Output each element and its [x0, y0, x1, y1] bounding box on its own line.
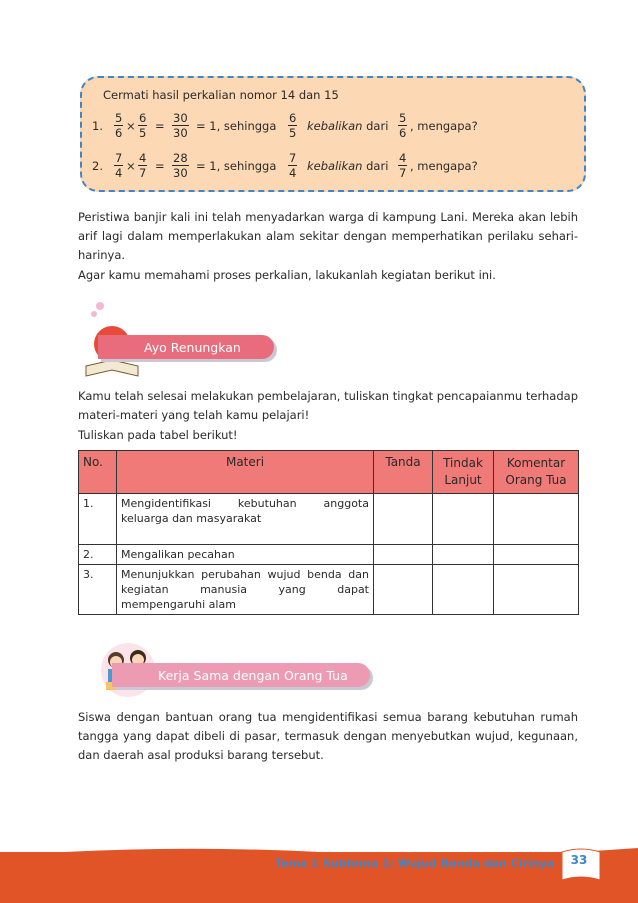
cell-tindak-lanjut[interactable] — [433, 565, 494, 615]
equation-text: , mengapa? — [410, 119, 478, 133]
cell-tindak-lanjut[interactable] — [433, 545, 494, 565]
fraction: 6 5 — [289, 111, 297, 140]
equation-text: = 1, sehingga — [196, 119, 277, 133]
banner-kerja-sama — [112, 663, 370, 687]
banner-label: Kerja Sama dengan Orang Tua — [158, 667, 348, 683]
fraction: 4 7 — [139, 151, 147, 180]
equation-text: kebalikan dari — [307, 119, 389, 133]
cell-tanda[interactable] — [374, 494, 433, 545]
multiply-sign: × — [126, 159, 136, 173]
cell-materi: Menunjukkan perubahan wujud benda dan kegiatan manusia yang dapat mempengaruhi alam — [117, 565, 374, 615]
equation-text: , mengapa? — [410, 159, 478, 173]
paragraph-reflection: Kamu telah selesai melakukan pembelajaran, tuliskan tingkat pencapaianmu terhadap materi-materi yang telah kamu pelajari! — [78, 389, 578, 422]
cell-no: 2. — [79, 545, 117, 565]
fraction: 30 30 — [173, 111, 188, 140]
cell-komentar[interactable] — [494, 545, 579, 565]
fraction: 5 6 — [115, 111, 123, 140]
cell-no: 1. — [79, 494, 117, 545]
fraction: 6 5 — [139, 111, 147, 140]
equation-text: kebalikan dari — [307, 159, 389, 173]
fraction: 7 4 — [289, 151, 297, 180]
equation-text: = 1, sehingga — [196, 159, 277, 173]
banner-label: Ayo Renungkan — [144, 339, 241, 355]
paragraph-parent-task: Siswa dengan bantuan orang tua mengidentifikasi semua barang kebutuhan rumah tangga yang dapat dibeli di pasar, termasuk dengan menyebutkan wujud, kegunaan, dan daerah asal produksi barang tersebut. — [78, 710, 578, 762]
note-title: Cermati hasil perkalian nomor 14 dan 15 — [103, 88, 339, 102]
table-row — [79, 565, 579, 615]
footer-chapter-title: Tema 1 Subtema 1: Wujud Benda dan Cirinya — [274, 857, 554, 870]
header-komentar: Komentar Orang Tua — [494, 451, 579, 494]
equation-number: 2. — [92, 159, 103, 173]
fraction: 5 6 — [399, 111, 407, 140]
paragraph-flood: Peristiwa banjir kali ini telah menyadarkan warga di kampung Lani. Mereka akan lebih arif lagi dalam memperlakukan alam sekitar dengan memperhatikan perilaku sehari-harinya. — [78, 210, 578, 262]
cell-no: 3. — [79, 565, 117, 615]
header-tindak-lanjut: Tindak Lanjut — [433, 451, 494, 494]
header-tanda: Tanda — [374, 451, 433, 494]
header-no: No. — [79, 451, 117, 494]
cell-materi: Mengidentifikasi kebutuhan anggota keluarga dan masyarakat — [117, 494, 374, 545]
banner-ayo-renungkan — [98, 335, 274, 359]
cell-tanda[interactable] — [374, 545, 433, 565]
cell-komentar[interactable] — [494, 565, 579, 615]
equation-number: 1. — [92, 119, 103, 133]
note-box — [80, 76, 586, 192]
paragraph-instruction: Agar kamu memahami proses perkalian, lakukanlah kegiatan berikut ini. — [78, 268, 496, 282]
page-number: 33 — [570, 853, 588, 867]
equation-row-1 — [92, 108, 582, 148]
multiply-sign: × — [126, 119, 136, 133]
header-materi: Materi — [117, 451, 374, 494]
paragraph-table-instruction: Tuliskan pada tabel berikut! — [78, 428, 238, 442]
fraction: 28 30 — [173, 151, 188, 180]
fraction: 4 7 — [399, 151, 407, 180]
cell-tanda[interactable] — [374, 565, 433, 615]
equation-row-2 — [92, 148, 582, 188]
cell-komentar[interactable] — [494, 494, 579, 545]
fraction: 7 4 — [115, 151, 123, 180]
achievement-table — [78, 450, 579, 615]
cell-tindak-lanjut[interactable] — [433, 494, 494, 545]
table-header-row — [79, 451, 579, 494]
cell-materi: Mengalikan pecahan — [117, 545, 374, 565]
table-row — [79, 545, 579, 565]
equals-sign: = — [155, 159, 165, 173]
table-row — [79, 494, 579, 545]
equals-sign: = — [155, 119, 165, 133]
